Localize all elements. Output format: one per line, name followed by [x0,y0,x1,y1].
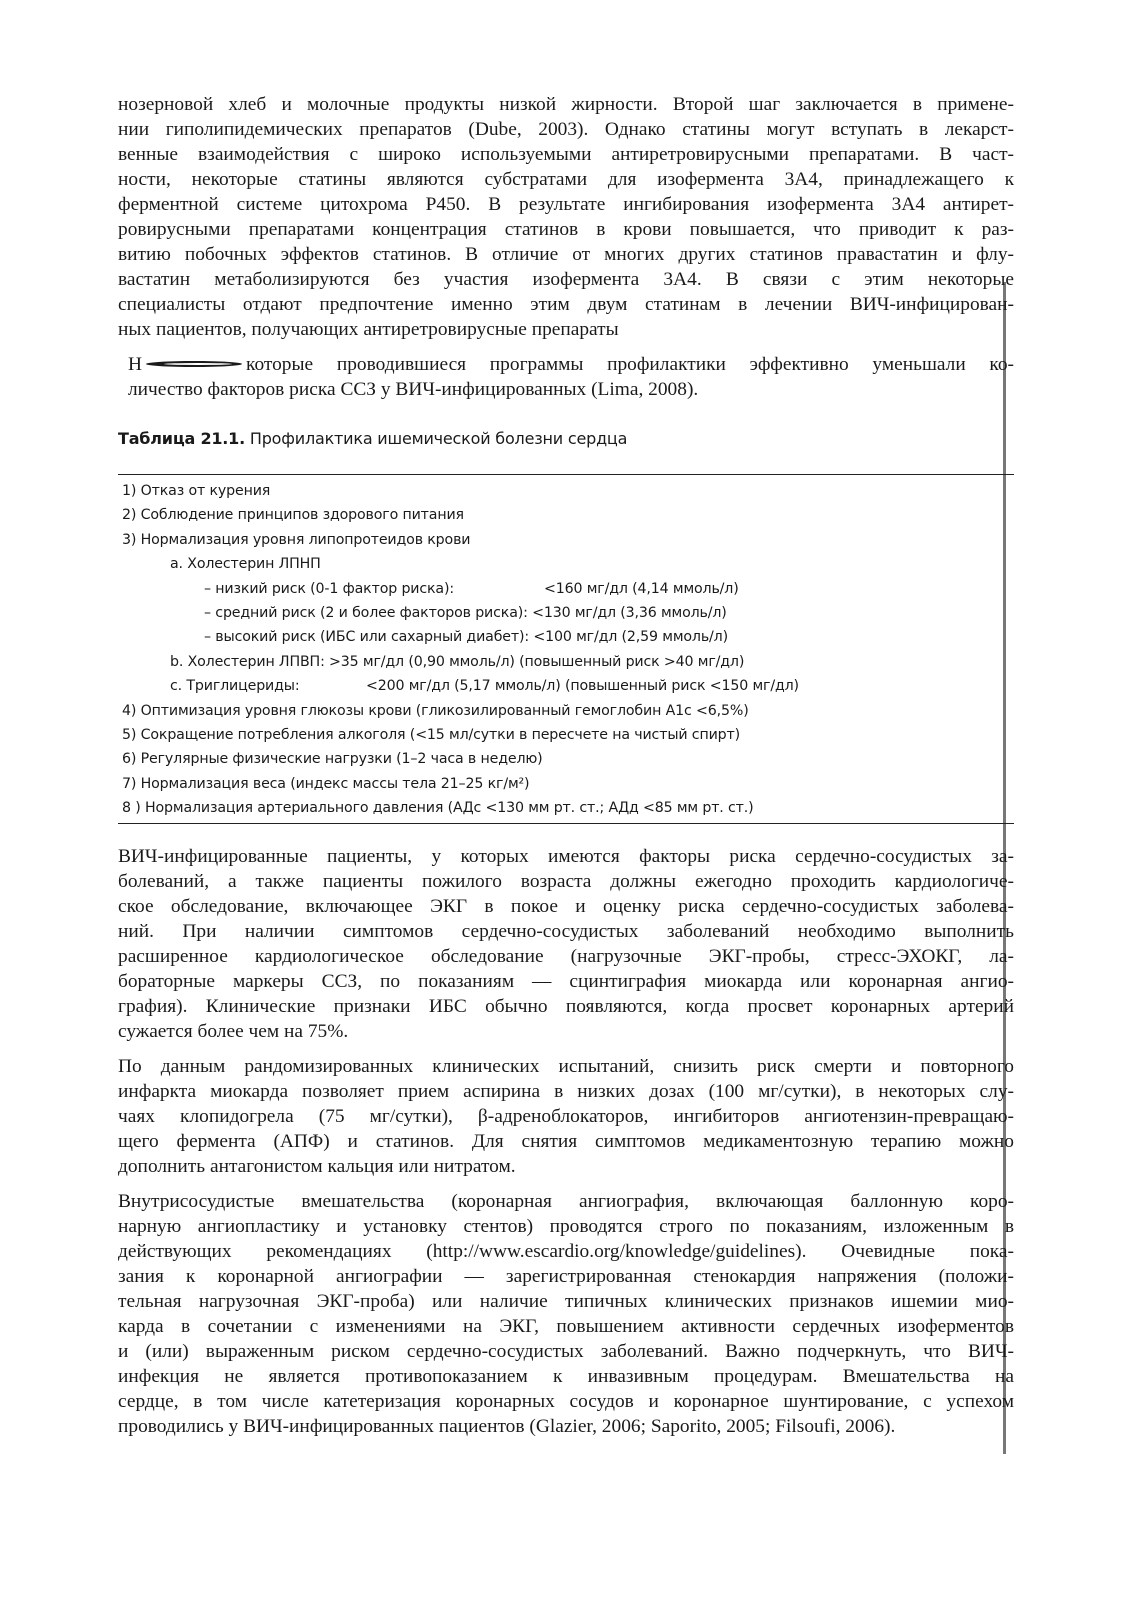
table-row [118,625,1014,649]
text-line: личество факторов риска ССЗ у ВИЧ-инфицированных (Lima, 2008). [128,379,699,400]
text-line: зания к коронарной ангиографии — зарегистрированная стенокардия напряжения (положи- [118,1265,1014,1287]
text-line: тельная нагрузочная ЭКГ-проба) или наличие типичных клинических признаков ишемии мио- [118,1290,1014,1312]
text-line [118,352,1014,377]
text-line: и (или) выраженным риском сердечно-сосудистых заболеваний. Важно подчеркнуть, что ВИЧ- [118,1340,1014,1362]
risk-value: <130 мг/дл (3,36 ммоль/л) [527,605,727,622]
text-line: карда в сочетании с изменениями на ЭКГ, повышением активности сердечных изоферментов [118,1315,1014,1337]
text-line: ний. При наличии симптомов сердечно-сосудистых заболеваний необходимо выполнить [118,920,1014,942]
text-line: сердце, в том числе катетеризация коронарных сосудов и коронарное шунтирование, с успехом [118,1390,1014,1412]
text-line: болеваний, а также пациенты пожилого возраста должны ежегодно проходить кардиологиче- [118,870,1014,892]
table-row: b. Холестерин ЛПВП: >35 мг/дл (0,90 ммоль/л) (повышенный риск >40 мг/дл) [170,653,745,670]
triglycerides-label: c. Триглицериды: [170,678,300,695]
line-rest: которые проводившиеся программы профилактики эффективно уменьшали ко- [246,354,1014,375]
risk-value: <100 мг/дл (2,59 ммоль/л) [529,629,728,646]
paragraph-interventions [118,1189,1014,1439]
table-row: 6) Регулярные физические нагрузки (1–2 часа в неделю) [122,751,543,768]
text-line: расширенное кардиологическое обследование (нагрузочные ЭКГ-пробы, стресс-ЭХОКГ, ла- [118,945,1014,967]
prevention-table [118,474,1014,824]
ink-blot-icon [146,360,242,368]
risk-label: – высокий риск (ИБС или сахарный диабет): [204,629,530,646]
paragraph-cardiac-screening [118,844,1014,1044]
text-line: проводились у ВИЧ-инфицированных пациентов (Glazier, 2006; Saporito, 2005; Filsoufi, 2006). [118,1415,896,1437]
document-page [118,92,1014,1439]
paragraph-prevention-programs [118,352,1014,402]
text-line: действующих рекомендациях (http://www.escardio.org/knowledge/guidelines). Очевидные пока- [118,1240,1014,1262]
text-line: ровирусными препаратами концентрация статинов в крови повышается, что приводит к раз- [118,219,1014,240]
table-row: 5) Сокращение потребления алкоголя (<15 мл/сутки в пересчете на чистый спирт) [122,727,741,744]
table-row: 4) Оптимизация уровня глюкозы крови (гликозилированный гемоглобин A1c <6,5%) [122,702,749,719]
risk-label: – низкий риск (0-1 фактор риска): [204,580,454,597]
risk-value: <160 мг/дл (4,14 ммоль/л) [544,580,739,597]
text-line: По данным рандомизированных клинических испытаний, снизить риск смерти и повторного [118,1055,1014,1077]
text-line: инфекция не является противопоказанием к инвазивным процедурам. Вмешательства на [118,1365,1014,1387]
text-line: дополнить антагонистом кальция или нитратом. [118,1155,516,1177]
table-row: 1) Отказ от курения [122,483,271,499]
text-line: сужается более чем на 75%. [118,1020,349,1042]
text-line: ферментной системе цитохрома P450. В результате ингибирования изофермента 3А4 антирет- [118,194,1014,215]
text-line: бораторные маркеры ССЗ, по показаниям — сцинтиграфия миокарда или коронарная ангио- [118,970,1014,992]
paragraph-drug-therapy [118,1054,1014,1179]
text-line: инфаркта миокарда позволяет прием аспирина в низких дозах (100 мг/сутки), в некоторых слу- [118,1080,1014,1102]
text-line: графия). Клинические признаки ИБС обычно появляются, когда просвет коронарных артерий [118,995,1014,1017]
text-line: нарную ангиопластику и установку стентов) проводятся строго по показаниям, изложенным в [118,1215,1014,1237]
table-caption-text: Профилактика ишемической болезни сердца [245,429,628,448]
table-caption-label: Таблица 21.1. [118,429,245,448]
table-row: а. Холестерин ЛПНП [170,556,321,573]
table-caption [118,428,1014,450]
text-line: вастатин метаболизируются без участия изофермента 3А4. В связи с этим некоторые [118,269,1014,290]
table-row [118,577,1014,601]
table-row: 7) Нормализация веса (индекс массы тела 21–25 кг/м²) [122,775,530,792]
body-text-after-table [118,844,1014,1439]
text-line: чаях клопидогрела (75 мг/сутки), β-адреноблокаторов, ингибиторов ангиотензин-превращаю- [118,1105,1014,1127]
text-line: нии гиполипидемических препаратов (Dube, 2003). Однако статины могут вступать в лекарст- [118,119,1014,140]
text-line: венные взаимодействия с широко используемыми антиретровирусными препаратами. В част- [118,144,1014,165]
text-line: Внутрисосудистые вмешательства (коронарная ангиография, включающая баллонную коро- [118,1190,1014,1212]
paragraph-statins [118,92,1014,342]
text-line: щего фермента (АПФ) и статинов. Для снятия симптомов медикаментозную терапию можно [118,1130,1014,1152]
text-line: специалисты отдают предпочтение именно этим двум статинам в лечении ВИЧ-инфицирован- [118,294,1014,315]
text-line: ных пациентов, получающих антиретровирусные препараты [118,319,619,340]
table-row [118,601,1014,625]
table-row: 2) Соблюдение принципов здорового питания [122,507,464,524]
text-line: нозерновой хлеб и молочные продукты низкой жирности. Второй шаг заключается в примене- [118,94,1014,115]
text-line: ности, некоторые статины являются субстратами для изофермента 3А4, принадлежащего к [118,169,1014,190]
text-line: ское обследование, включающее ЭКГ в покое и оценку риска сердечно-сосудистых заболева- [118,895,1014,917]
text-line: ВИЧ-инфицированные пациенты, у которых имеются факторы риска сердечно-сосудистых за- [118,845,1014,867]
triglycerides-value: <200 мг/дл (5,17 ммоль/л) (повышенный риск <150 мг/дл) [366,678,799,695]
risk-label: – средний риск (2 и более факторов риска): [204,605,528,622]
table-row: 3) Нормализация уровня липопротеидов крови [122,531,471,548]
table-row [118,674,1014,698]
lead-letter: Н [128,354,143,375]
table-row: 8 ) Нормализация артериального давления (АДс <130 мм рт. ст.; АДд <85 мм рт. ст.) [122,800,754,817]
text-line: витию побочных эффектов статинов. В отличие от многих других статинов правастатин и флу- [118,244,1014,265]
